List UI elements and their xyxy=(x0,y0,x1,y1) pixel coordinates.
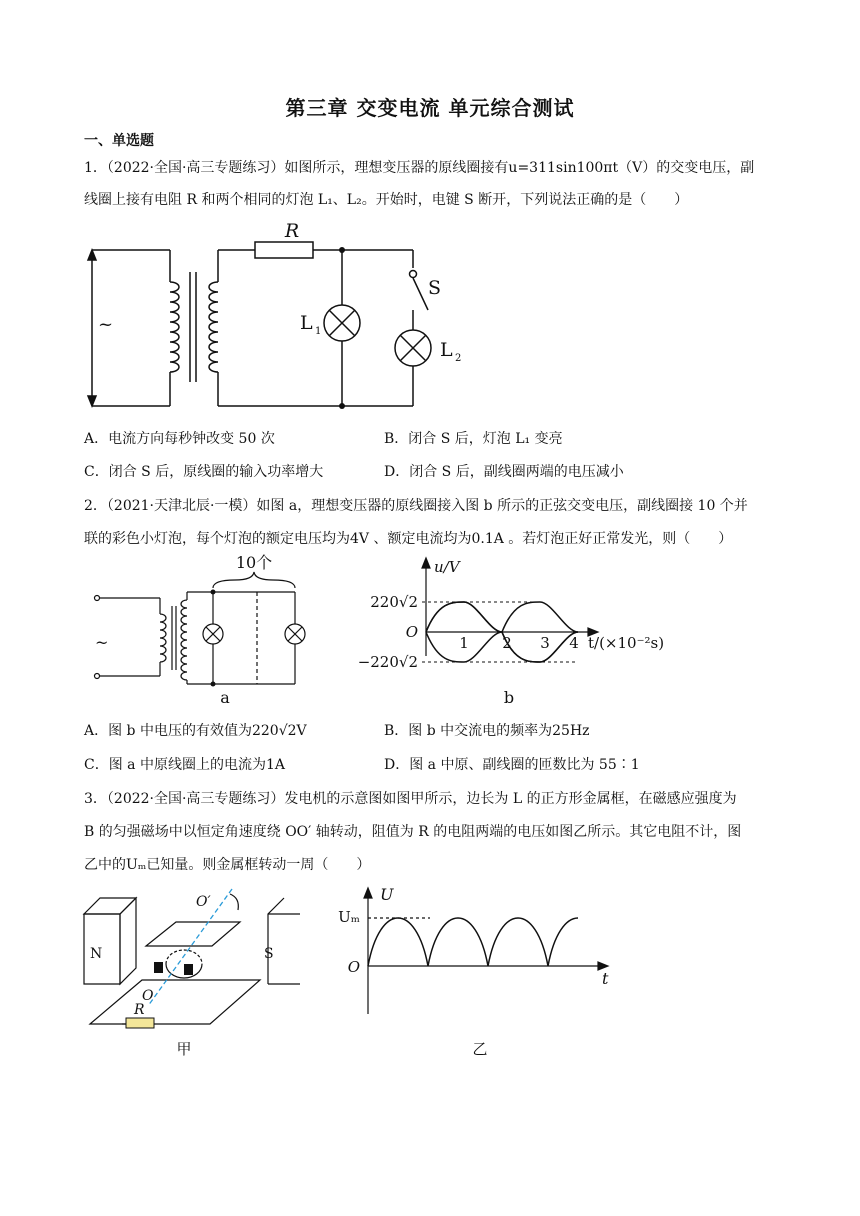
x-tick-4: 4 xyxy=(569,634,579,652)
q1-circuit-figure xyxy=(80,212,462,417)
y-axis-label: u/V xyxy=(434,558,460,576)
q2-option-b[interactable]: B．图 b 中交流电的频率为25Hz xyxy=(384,723,590,739)
q2-option-d[interactable]: D．图 a 中原、副线圈的匝数比为 55∶1 xyxy=(384,757,640,773)
q2-figure-b-sine-graph xyxy=(352,556,672,708)
x-tick-1: 1 xyxy=(459,634,469,652)
origin-label: O xyxy=(347,958,360,976)
figure-a-caption: a xyxy=(220,688,230,707)
rotation-axis xyxy=(148,889,232,1006)
q2-text-line1: 2．（2021·天津北辰·一模）如图 a，理想变压器的原线圈接入图 b 所示的正弦交变电压，副线圈接 10 个并 xyxy=(84,498,748,514)
rotation-arrow-icon xyxy=(230,894,238,910)
q2-option-a[interactable]: A．图 b 中电压的有效值为220√2V xyxy=(84,723,307,739)
q1-option-a[interactable]: A．电流方向每秒钟改变 50 次 xyxy=(84,431,275,447)
y-tick-bottom: −220√2 xyxy=(357,653,418,671)
x-axis-label: t/(×10⁻²s) xyxy=(588,634,665,652)
figure-jia-caption: 甲 xyxy=(176,1040,192,1058)
y-tick-top: 220√2 xyxy=(370,593,418,611)
magnet-south-label: S xyxy=(264,946,274,962)
q2-option-c[interactable]: C．图 a 中原线圈上的电流为1A xyxy=(84,757,285,773)
section-heading: 一、单选题 xyxy=(84,133,154,149)
q1-option-b[interactable]: B．闭合 S 后，灯泡 L₁ 变亮 xyxy=(384,431,563,447)
q3-figure-yi-rectified-graph xyxy=(330,884,630,1064)
axis-o-prime-label: O′ xyxy=(196,894,211,910)
page-title: 第三章 交变电流 单元综合测试 xyxy=(285,96,575,120)
switch-label: S xyxy=(428,277,442,299)
y-tick-um: Uₘ xyxy=(338,908,360,926)
magnet-north-label: N xyxy=(90,946,103,962)
lamp-l2-subscript: 2 xyxy=(455,353,462,364)
q2-figure-a xyxy=(85,553,325,708)
q3-text-line3: 乙中的Uₘ已知量。则金属框转动一周（ ） xyxy=(84,857,371,873)
ac-source-symbol: ~ xyxy=(95,633,109,652)
figure-b-caption: b xyxy=(503,688,515,707)
resistor-label: R xyxy=(134,1002,145,1018)
lamp-l1-label: L xyxy=(300,312,313,334)
figure-yi-caption: 乙 xyxy=(472,1040,488,1058)
y-axis-label: U xyxy=(380,885,394,904)
lamp-count-label: 10个 xyxy=(235,553,273,572)
q1-text-line2: 线圈上接有电阻 R 和两个相同的灯泡 L₁、L₂。开始时，电键 S 断开，下列说法正确的是（ ） xyxy=(84,192,689,208)
q2-text-line2: 联的彩色小灯泡，每个灯泡的额定电压均为4V 、额定电流均为0.1A 。若灯泡正好正常发光，则（ ） xyxy=(84,531,733,547)
ac-source-symbol: ~ xyxy=(98,314,114,335)
x-tick-2: 2 xyxy=(502,634,512,652)
q3-figure-jia-generator xyxy=(80,884,305,1064)
q3-text-line1: 3．（2022·全国·高三专题练习）发电机的示意图如图甲所示，边长为 L 的正方形金属框，在磁感应强度为 xyxy=(84,791,737,807)
x-tick-3: 3 xyxy=(540,634,550,652)
q1-option-c[interactable]: C．闭合 S 后，原线圈的输入功率增大 xyxy=(84,464,324,480)
lamp-l2-label: L xyxy=(440,339,453,361)
resistor-label: R xyxy=(284,220,300,242)
q1-text-line1: 1．（2022·全国·高三专题练习）如图所示，理想变压器的原线圈接有u=311sin100πt（V）的交变电压，副 xyxy=(84,160,755,176)
q1-option-d[interactable]: D．闭合 S 后，副线圈两端的电压减小 xyxy=(384,464,624,480)
x-axis-label: t xyxy=(602,969,609,988)
axis-o-label: O xyxy=(142,988,154,1004)
q3-text-line2: B 的匀强磁场中以恒定角速度绕 OO′ 轴转动，阻值为 R 的电阻两端的电压如图乙所示。其它电阻不计，图 xyxy=(84,824,742,840)
rectified-wave-curve xyxy=(368,918,578,966)
lamp-l1-subscript: 1 xyxy=(315,326,322,337)
origin-label: O xyxy=(405,623,418,641)
resistor xyxy=(126,1018,154,1028)
